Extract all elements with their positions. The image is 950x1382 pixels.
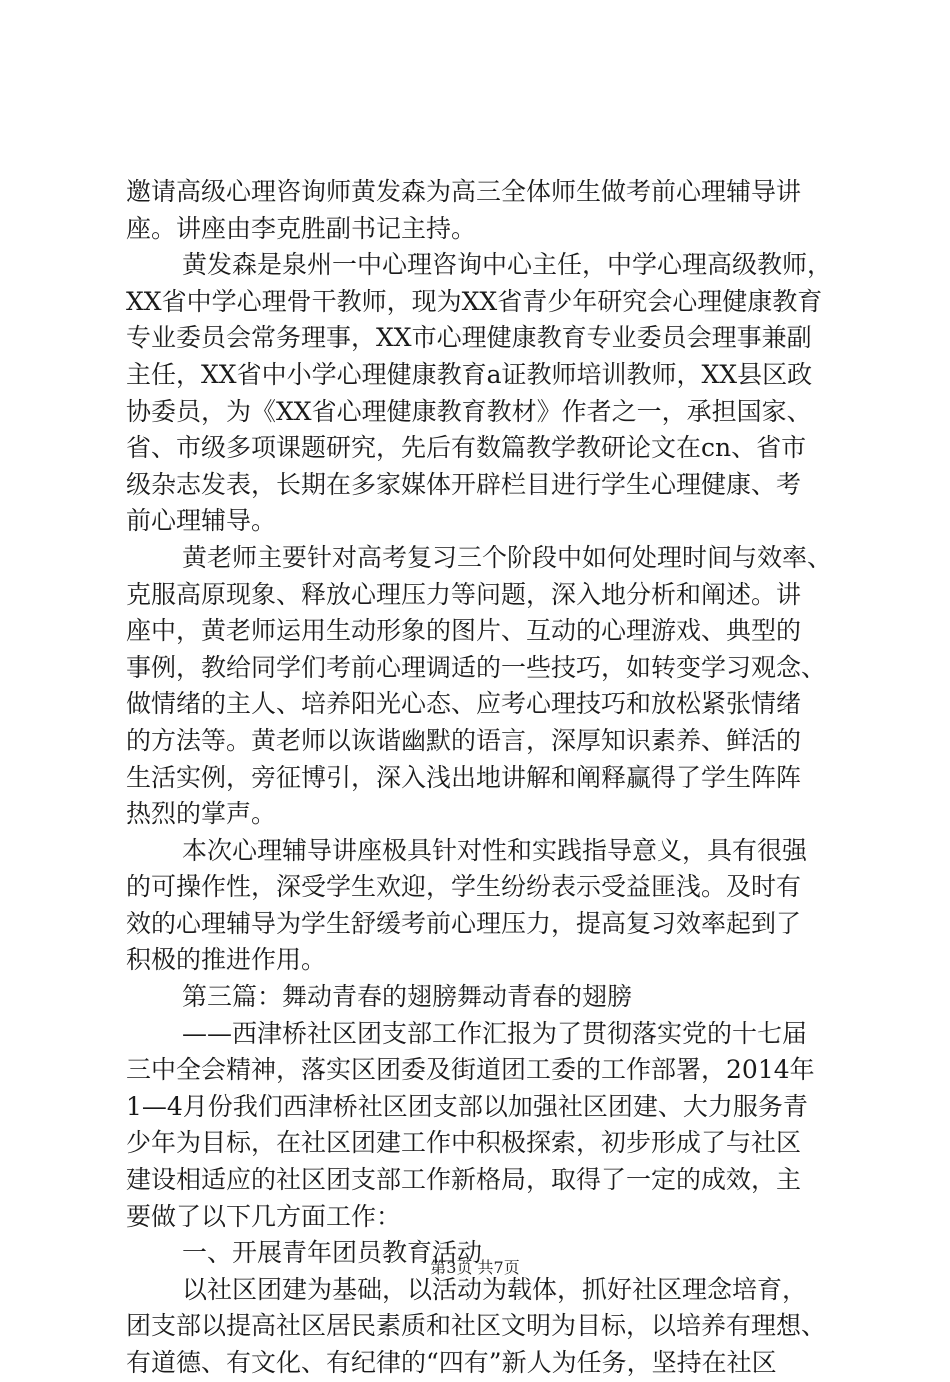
- section-heading: 第三篇：舞动青春的翅膀舞动青春的翅膀: [182, 982, 633, 1012]
- text-line: 效的心理辅导为学生舒缓考前心理压力，提高复习效率起到了: [126, 908, 802, 938]
- text-line: 三中全会精神，落实区团委及街道团工委的工作部署，2014年: [126, 1055, 815, 1085]
- text-line: 黄发森是泉州一中心理咨询中心主任，中学心理高级教师，: [182, 250, 832, 280]
- text-line: 以社区团建为基础，以活动为载体，抓好社区理念培育，: [182, 1274, 808, 1304]
- text-line: ——西津桥社区团支部工作汇报为了贯彻落实党的十七届: [182, 1018, 808, 1048]
- text-line: 有道德、有文化、有纪律的“四有”新人为任务，坚持在社区: [126, 1348, 777, 1377]
- text-line: 邀请高级心理咨询师黄发森为高三全体师生做考前心理辅导讲: [126, 177, 802, 206]
- text-line: 积极的推进作用。: [126, 945, 327, 975]
- text-line: 建设相适应的社区团支部工作新格局，取得了一定的成效，主: [126, 1165, 802, 1195]
- text-line: 的可操作性，深受学生欢迎，学生纷纷表示受益匪浅。及时有: [126, 872, 802, 902]
- text-line: 省、市级多项课题研究，先后有数篇教学教研论文在cn、省市: [126, 433, 807, 463]
- text-line: 协委员，为《XX省心理健康教育教材》作者之一，承担国家、: [126, 396, 812, 426]
- text-line: 少年为目标，在社区团建工作中积极探索，初步形成了与社区: [126, 1128, 802, 1158]
- text-line: 前心理辅导。: [126, 506, 277, 536]
- text-line: 座。讲座由李克胜副书记主持。: [126, 213, 477, 243]
- text-line: 1—4月份我们西津桥社区团支部以加强社区团建、大力服务青: [126, 1091, 808, 1121]
- text-line: 座中，黄老师运用生动形象的图片、互动的心理游戏、典型的: [126, 616, 802, 646]
- text-line: 要做了以下几方面工作：: [126, 1201, 402, 1231]
- text-line: 黄老师主要针对高考复习三个阶段中如何处理时间与效率、: [182, 542, 832, 572]
- text-line: 生活实例，旁征博引，深入浅出地讲解和阐释赢得了学生阵阵: [126, 762, 802, 792]
- text-line: 本次心理辅导讲座极具针对性和实践指导意义，具有很强: [182, 835, 808, 865]
- subsection-heading: 一、开展青年团员教育活动: [182, 1238, 483, 1268]
- text-line: 事例，教给同学们考前心理调适的一些技巧，如转变学习观念、: [126, 652, 827, 682]
- text-line: 做情绪的主人、培养阳光心态、应考心理技巧和放松紧张情绪: [126, 689, 802, 719]
- body-text: [126, 174, 832, 1382]
- text-line: 专业委员会常务理事，XX市心理健康教育专业委员会理事兼副: [126, 323, 812, 353]
- text-line: 级杂志发表，长期在多家媒体开辟栏目进行学生心理健康、考: [126, 469, 802, 499]
- text-line: 热烈的掌声。: [126, 799, 277, 829]
- page-number-footer: 第3页 共7页: [430, 1258, 520, 1277]
- text-line: 的方法等。黄老师以诙谐幽默的语言，深厚知识素养、鲜活的: [126, 725, 802, 755]
- text-line: 主任，XX省中小学心理健康教育a证教师培训教师，XX县区政: [126, 359, 813, 389]
- text-line: 团支部以提高社区居民素质和社区文明为目标，以培养有理想、: [126, 1311, 827, 1341]
- text-line: XX省中学心理骨干教师，现为XX省青少年研究会心理健康教育: [126, 286, 823, 316]
- text-line: 克服高原现象、释放心理压力等问题，深入地分析和阐述。讲: [126, 579, 802, 609]
